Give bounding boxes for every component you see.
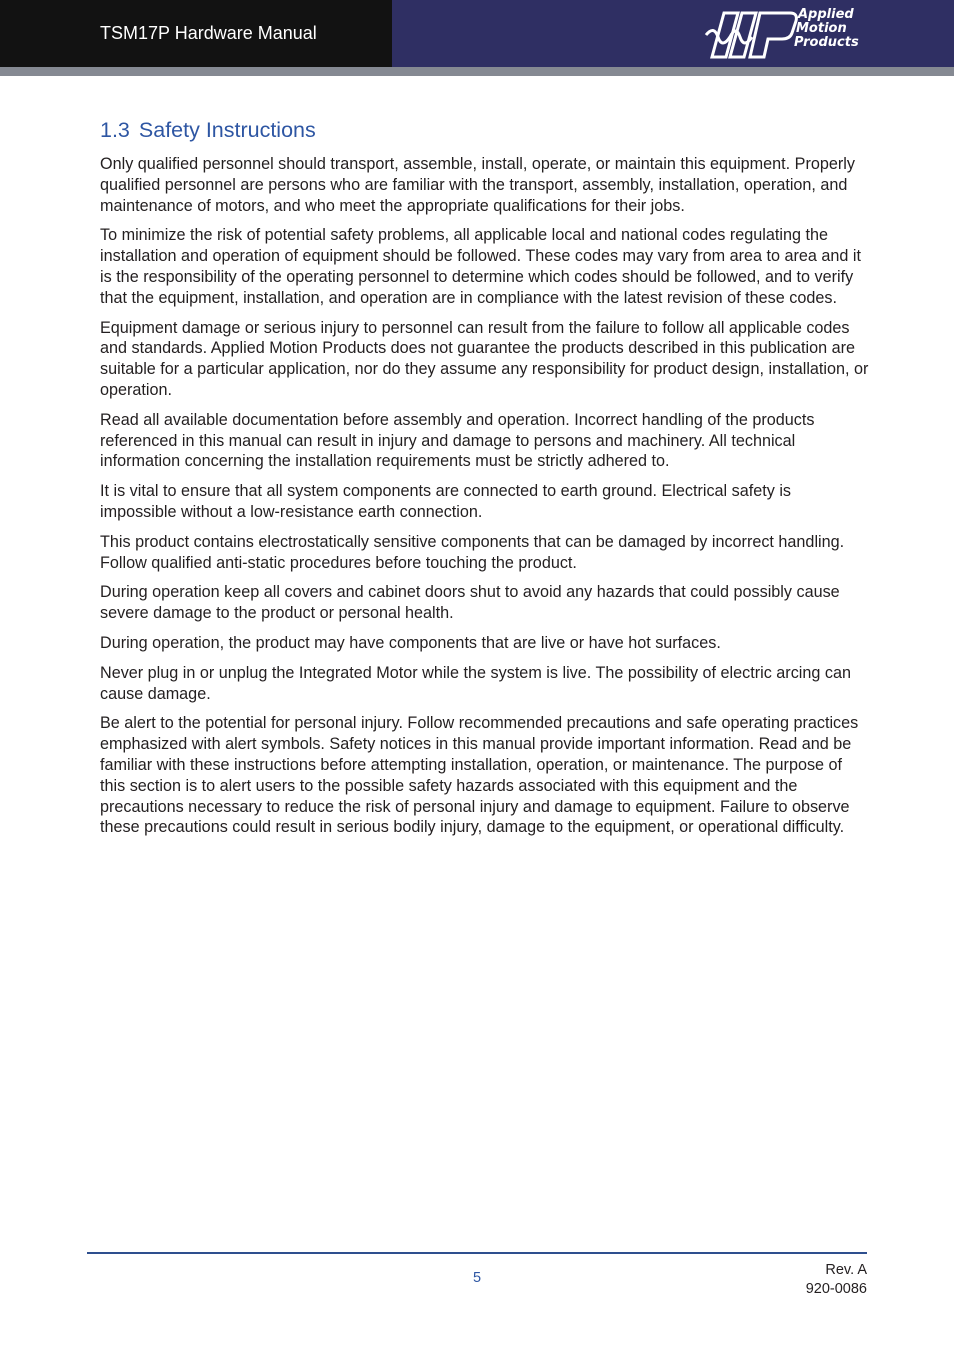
paragraph-plug-unplug: Never plug in or unplug the Integrated Motor while the system is live. The possibility of electric arcing can cause damage. bbox=[100, 663, 851, 703]
page-number: 5 bbox=[472, 1270, 482, 1286]
revision-label: Rev. A bbox=[825, 1262, 867, 1278]
page-header bbox=[0, 0, 954, 67]
header-title-panel bbox=[0, 0, 392, 67]
header-divider-bar bbox=[0, 67, 954, 76]
document-number: 920-0086 bbox=[805, 1281, 867, 1297]
paragraph-electrostatic: This product contains electrostatically sensitive components that can be damaged by incorrect handling. Follow qualified anti-static procedures before touching the product. bbox=[100, 532, 845, 572]
document-title: TSM17P Hardware Manual bbox=[100, 23, 317, 43]
logo-line-3: Products bbox=[794, 35, 859, 50]
paragraph-codes: To minimize the risk of potential safety problems, all applicable local and national codes regulating the installation and operation of equipment should be followed. These codes may vary from area to area and it is the responsibility of the operating personnel to determine which codes should be followed, and to verify that the equipment, installation, and operation are in compliance with the latest revision of these codes. bbox=[100, 226, 861, 307]
paragraph-documentation: Read all available documentation before assembly and operation. Incorrect handling of the products referenced in this manual can result in injury and damage to persons and machinery. All technical information concerning the installation requirements must be strictly adhered to. bbox=[100, 410, 815, 471]
paragraph-live-components: During operation, the product may have components that are live or have hot surfaces. bbox=[100, 633, 721, 652]
paragraph-qualified-personnel: Only qualified personnel should transport, assemble, install, operate, or maintain this equipment. Properly qualified personnel are persons who are familiar with the transport, assembly, installation, operation, and maintenance of motors, and who meet the appropriate qualifications for their jobs. bbox=[100, 155, 855, 215]
logo-line-2: Motion bbox=[796, 21, 847, 36]
applied-motion-logo-icon bbox=[704, 7, 798, 61]
logo-line-1: Applied bbox=[798, 7, 854, 22]
paragraph-standards: Equipment damage or serious injury to personnel can result from the failure to follow all applicable codes and standards. Applied Motion Products does not guarantee the products described in this publication are suitable for a particular application, nor do they assume any responsibility for product design, installation, or operation. bbox=[100, 318, 869, 399]
main-content bbox=[100, 116, 870, 847]
logo-wordmark bbox=[794, 7, 859, 50]
footer-revision-block bbox=[806, 1261, 867, 1299]
paragraph-earth-ground: It is vital to ensure that all system components are connected to earth ground. Electrical safety is impossible without a low-resistance earth connection. bbox=[100, 482, 792, 521]
section-heading bbox=[100, 116, 870, 144]
company-logo bbox=[704, 7, 872, 61]
paragraph-alert: Be alert to the potential for personal injury. Follow recommended precautions and safe operating practices emphasized with alert symbols. Safety notices in this manual provide important information. Read and be familiar with these instructions before attempting installation, operation, or maintenance. The purpose of this section is to alert users to the possible safety hazards associated with this equipment and the precautions necessary to reduce the risk of personal injury and damage to equipment. Failure to observe these precautions could result in serious bodily injury, damage to the equipment, or operational difficulty. bbox=[100, 714, 859, 837]
paragraph-covers: During operation keep all covers and cabinet doors shut to avoid any hazards that could possibly cause severe damage to the product or personal health. bbox=[100, 583, 840, 623]
section-title: Safety Instructions bbox=[138, 118, 316, 142]
section-number: 1.3 bbox=[100, 118, 130, 142]
footer-divider bbox=[87, 1252, 867, 1254]
